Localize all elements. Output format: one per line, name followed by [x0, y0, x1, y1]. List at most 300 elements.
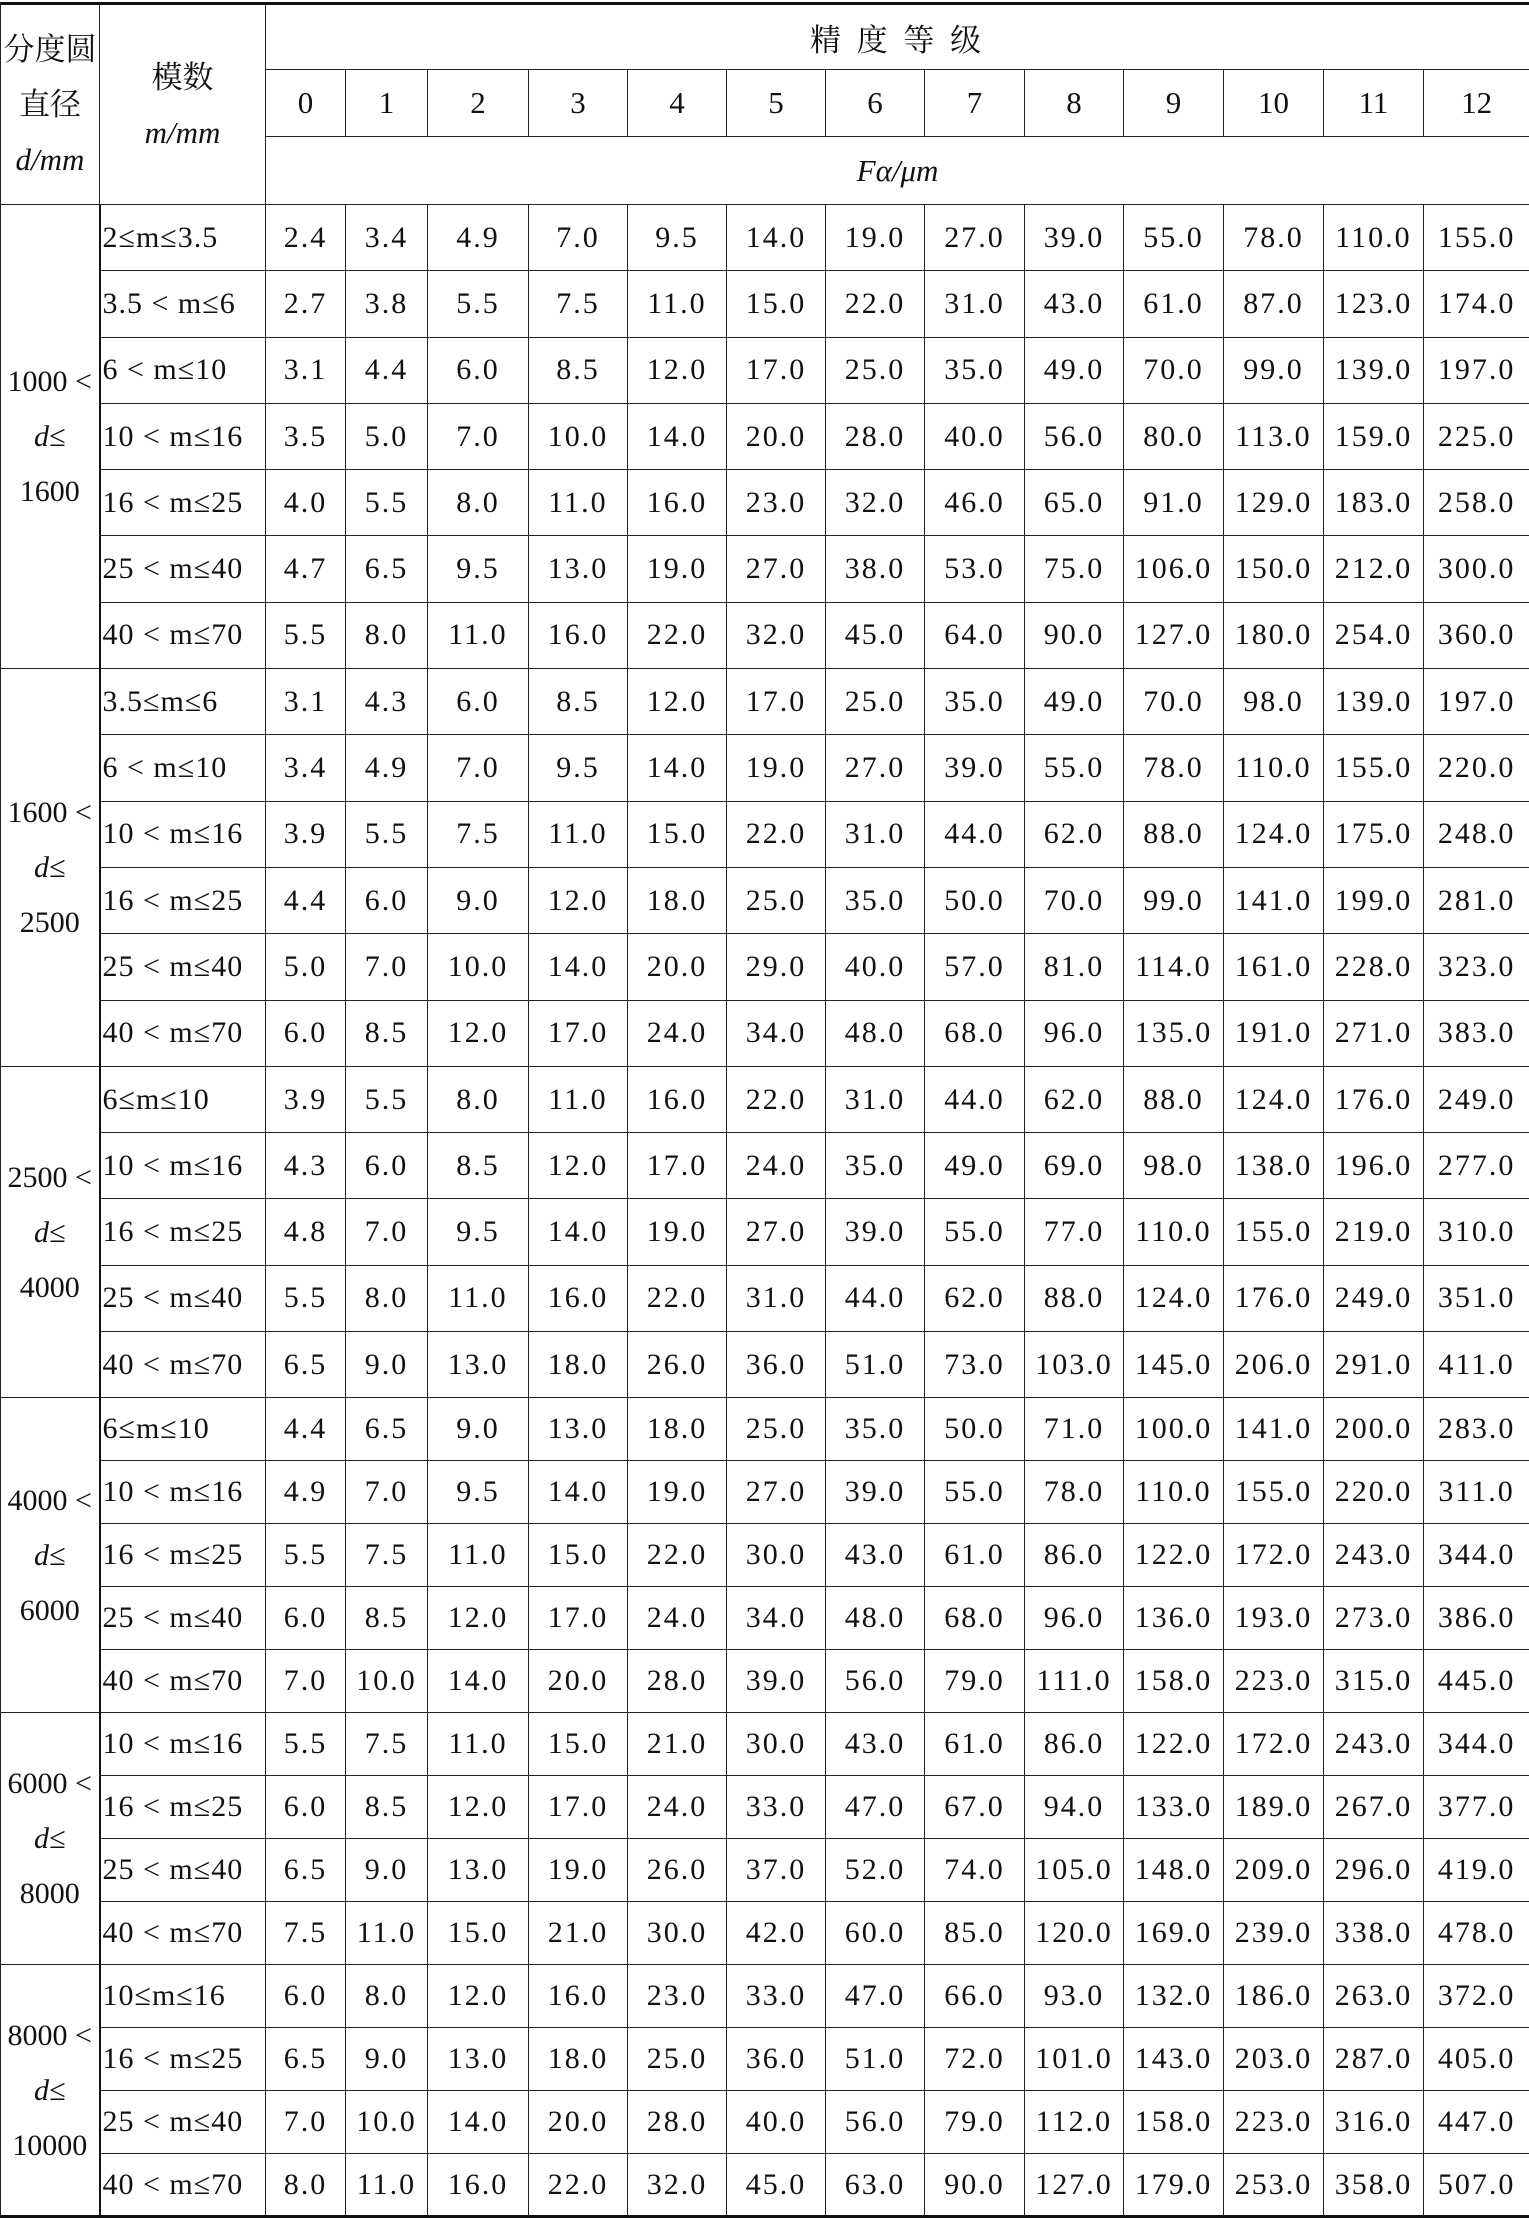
tolerance-value: 106.0	[1124, 536, 1224, 602]
tolerance-value: 6.0	[266, 1776, 346, 1839]
tolerance-value: 203.0	[1224, 2028, 1324, 2091]
tolerance-value: 15.0	[727, 271, 826, 337]
tolerance-value: 15.0	[529, 1524, 628, 1587]
tolerance-value: 338.0	[1324, 1902, 1424, 1965]
tolerance-value: 40.0	[826, 934, 925, 1000]
tolerance-value: 31.0	[727, 1265, 826, 1331]
tolerance-value: 150.0	[1224, 536, 1324, 602]
tolerance-value: 283.0	[1424, 1398, 1529, 1461]
tolerance-value: 158.0	[1124, 2091, 1224, 2154]
tolerance-value: 143.0	[1124, 2028, 1224, 2091]
tolerance-value: 87.0	[1224, 271, 1324, 337]
tolerance-value: 120.0	[1025, 1902, 1124, 1965]
tolerance-value: 30.0	[628, 1902, 727, 1965]
tolerance-value: 77.0	[1025, 1199, 1124, 1265]
diameter-range-line: d≤	[1, 1528, 99, 1583]
tolerance-value: 127.0	[1124, 602, 1224, 668]
tolerance-value: 5.5	[266, 1524, 346, 1587]
tolerance-value: 223.0	[1224, 1650, 1324, 1713]
tolerance-value: 93.0	[1025, 1965, 1124, 2028]
tolerance-value: 20.0	[727, 403, 826, 469]
tolerance-value: 14.0	[428, 2091, 529, 2154]
tolerance-value: 16.0	[628, 1066, 727, 1132]
tolerance-value: 20.0	[529, 2091, 628, 2154]
tolerance-value: 12.0	[428, 1776, 529, 1839]
tolerance-value: 29.0	[727, 934, 826, 1000]
tolerance-value: 53.0	[925, 536, 1025, 602]
table-row	[1, 2154, 1529, 2217]
tolerance-value: 25.0	[826, 669, 925, 735]
tolerance-value: 44.0	[826, 1265, 925, 1331]
module-range: 25 < m≤40	[100, 2091, 266, 2154]
tolerance-value: 4.3	[266, 1133, 346, 1199]
tolerance-value: 8.5	[346, 1587, 428, 1650]
tolerance-value: 12.0	[529, 867, 628, 933]
tolerance-value: 32.0	[628, 2154, 727, 2217]
tolerance-value: 10.0	[428, 934, 529, 1000]
tolerance-value: 86.0	[1025, 1524, 1124, 1587]
tolerance-value: 7.0	[346, 1199, 428, 1265]
tolerance-value: 249.0	[1424, 1066, 1529, 1132]
grade-header-12: 12	[1424, 70, 1529, 137]
tolerance-value: 243.0	[1324, 1713, 1424, 1776]
tolerance-value: 12.0	[529, 1133, 628, 1199]
diameter-header-line: 直径	[1, 77, 99, 132]
tolerance-value: 110.0	[1224, 735, 1324, 801]
tolerance-value: 6.5	[266, 1332, 346, 1398]
tolerance-value: 11.0	[428, 602, 529, 668]
tolerance-value: 209.0	[1224, 1839, 1324, 1902]
tolerance-value: 79.0	[925, 2091, 1025, 2154]
module-range: 40 < m≤70	[100, 1650, 266, 1713]
tolerance-value: 5.5	[346, 470, 428, 536]
tolerance-value: 14.0	[727, 205, 826, 271]
tolerance-value: 62.0	[1025, 801, 1124, 867]
diameter-range-line: 4000	[1, 1260, 99, 1315]
tolerance-value: 9.0	[428, 867, 529, 933]
tolerance-value: 186.0	[1224, 1965, 1324, 2028]
table-row	[1, 867, 1529, 933]
tolerance-value: 386.0	[1424, 1587, 1529, 1650]
tolerance-value: 9.5	[628, 205, 727, 271]
tolerance-value: 55.0	[925, 1461, 1025, 1524]
tolerance-value: 189.0	[1224, 1776, 1324, 1839]
tolerance-value: 110.0	[1124, 1199, 1224, 1265]
tolerance-value: 447.0	[1424, 2091, 1529, 2154]
tolerance-value: 197.0	[1424, 337, 1529, 403]
tolerance-value: 17.0	[727, 669, 826, 735]
table-row	[1, 536, 1529, 602]
tolerance-value: 196.0	[1324, 1133, 1424, 1199]
tolerance-value: 360.0	[1424, 602, 1529, 668]
tolerance-value: 6.5	[266, 1839, 346, 1902]
module-range: 25 < m≤40	[100, 934, 266, 1000]
tolerance-value: 48.0	[826, 1000, 925, 1066]
tolerance-value: 12.0	[628, 669, 727, 735]
diameter-range	[1, 1713, 100, 1965]
tolerance-value: 223.0	[1224, 2091, 1324, 2154]
tolerance-value: 57.0	[925, 934, 1025, 1000]
tolerance-value: 6.5	[346, 1398, 428, 1461]
table-row	[1, 1776, 1529, 1839]
tolerance-value: 12.0	[428, 1587, 529, 1650]
tolerance-value: 75.0	[1025, 536, 1124, 602]
table-row	[1, 1000, 1529, 1066]
tolerance-value: 20.0	[628, 934, 727, 1000]
tolerance-value: 11.0	[529, 1066, 628, 1132]
grade-header-2: 2	[428, 70, 529, 137]
tolerance-value: 7.5	[346, 1713, 428, 1776]
tolerance-value: 127.0	[1025, 2154, 1124, 2217]
module-range: 16 < m≤25	[100, 867, 266, 933]
module-range: 25 < m≤40	[100, 536, 266, 602]
tolerance-value: 31.0	[925, 271, 1025, 337]
tolerance-value: 25.0	[727, 1398, 826, 1461]
module-range: 10 < m≤16	[100, 1713, 266, 1776]
tolerance-value: 291.0	[1324, 1332, 1424, 1398]
tolerance-value: 88.0	[1025, 1265, 1124, 1331]
tolerance-value: 91.0	[1124, 470, 1224, 536]
tolerance-value: 139.0	[1324, 669, 1424, 735]
tolerance-value: 25.0	[628, 2028, 727, 2091]
tolerance-value: 13.0	[428, 1332, 529, 1398]
tolerance-value: 8.5	[346, 1000, 428, 1066]
diameter-range-line: d≤	[1, 2063, 99, 2118]
tolerance-value: 43.0	[826, 1713, 925, 1776]
table-row	[1, 1199, 1529, 1265]
module-range: 3.5 < m≤6	[100, 271, 266, 337]
tolerance-value: 277.0	[1424, 1133, 1529, 1199]
tolerance-value: 15.0	[529, 1713, 628, 1776]
tolerance-value: 16.0	[529, 602, 628, 668]
tolerance-value: 114.0	[1124, 934, 1224, 1000]
tolerance-value: 28.0	[826, 403, 925, 469]
tolerance-value: 311.0	[1424, 1461, 1529, 1524]
tolerance-value: 7.5	[428, 801, 529, 867]
tolerance-value: 139.0	[1324, 337, 1424, 403]
tolerance-value: 44.0	[925, 801, 1025, 867]
tolerance-value: 12.0	[628, 337, 727, 403]
tolerance-value: 33.0	[727, 1776, 826, 1839]
tolerance-value: 7.0	[266, 2091, 346, 2154]
tolerance-value: 14.0	[529, 1199, 628, 1265]
tolerance-value: 26.0	[628, 1839, 727, 1902]
tolerance-value: 110.0	[1324, 205, 1424, 271]
module-range: 6≤m≤10	[100, 1398, 266, 1461]
tolerance-value: 71.0	[1025, 1398, 1124, 1461]
tolerance-value: 49.0	[1025, 337, 1124, 403]
tolerance-value: 19.0	[628, 1199, 727, 1265]
tolerance-value: 35.0	[925, 669, 1025, 735]
tolerance-value: 64.0	[925, 602, 1025, 668]
tolerance-value: 13.0	[529, 1398, 628, 1461]
tolerance-value: 254.0	[1324, 602, 1424, 668]
tolerance-value: 6.0	[266, 1587, 346, 1650]
tolerance-value: 138.0	[1224, 1133, 1324, 1199]
diameter-range-line: 2500 <	[1, 1150, 99, 1205]
table-row	[1, 1265, 1529, 1331]
tolerance-value: 8.5	[529, 337, 628, 403]
tolerance-value: 5.0	[346, 403, 428, 469]
tolerance-value: 7.5	[346, 1524, 428, 1587]
tolerance-value: 206.0	[1224, 1332, 1324, 1398]
tolerance-value: 4.9	[346, 735, 428, 801]
tolerance-value: 172.0	[1224, 1713, 1324, 1776]
tolerance-value: 5.5	[346, 801, 428, 867]
table-row	[1, 1839, 1529, 1902]
tolerance-value: 199.0	[1324, 867, 1424, 933]
table-row	[1, 1965, 1529, 2028]
tolerance-value: 243.0	[1324, 1524, 1424, 1587]
grade-header-1: 1	[346, 70, 428, 137]
tolerance-value: 122.0	[1124, 1524, 1224, 1587]
tolerance-value: 24.0	[628, 1776, 727, 1839]
tolerance-value: 155.0	[1224, 1461, 1324, 1524]
table-row	[1, 1332, 1529, 1398]
tolerance-value: 24.0	[727, 1133, 826, 1199]
tolerance-value: 5.5	[266, 602, 346, 668]
tolerance-value: 19.0	[727, 735, 826, 801]
tolerance-value: 141.0	[1224, 867, 1324, 933]
tolerance-value: 70.0	[1025, 867, 1124, 933]
tolerance-value: 88.0	[1124, 801, 1224, 867]
tolerance-value: 47.0	[826, 1965, 925, 2028]
tolerance-value: 316.0	[1324, 2091, 1424, 2154]
tolerance-value: 33.0	[727, 1965, 826, 2028]
tolerance-value: 10.0	[346, 1650, 428, 1713]
tolerance-value: 16.0	[628, 470, 727, 536]
tolerance-value: 3.9	[266, 1066, 346, 1132]
tolerance-value: 358.0	[1324, 2154, 1424, 2217]
table-row	[1, 1398, 1529, 1461]
tolerance-value: 175.0	[1324, 801, 1424, 867]
tolerance-value: 14.0	[529, 1461, 628, 1524]
tolerance-value: 110.0	[1124, 1461, 1224, 1524]
tolerance-value: 13.0	[529, 536, 628, 602]
diameter-range-line: 8000 <	[1, 2008, 99, 2063]
tolerance-value: 159.0	[1324, 403, 1424, 469]
diameter-range	[1, 1066, 100, 1397]
tolerance-value: 200.0	[1324, 1398, 1424, 1461]
tolerance-value: 12.0	[428, 1000, 529, 1066]
tolerance-value: 267.0	[1324, 1776, 1424, 1839]
tolerance-value: 52.0	[826, 1839, 925, 1902]
tolerance-value: 40.0	[925, 403, 1025, 469]
tolerance-value: 7.0	[428, 403, 529, 469]
tolerance-value: 3.4	[346, 205, 428, 271]
tolerance-value: 44.0	[925, 1066, 1025, 1132]
grade-header-8: 8	[1025, 70, 1124, 137]
module-range: 10 < m≤16	[100, 1133, 266, 1199]
diameter-header-unit: d/mm	[1, 132, 99, 187]
tolerance-value: 6.0	[266, 1000, 346, 1066]
tolerance-value: 30.0	[727, 1524, 826, 1587]
tolerance-value: 124.0	[1124, 1265, 1224, 1331]
tolerance-value: 15.0	[628, 801, 727, 867]
tolerance-value: 6.5	[346, 536, 428, 602]
tolerance-value: 42.0	[727, 1902, 826, 1965]
diameter-range-line: 2500	[1, 895, 99, 950]
tolerance-value: 39.0	[925, 735, 1025, 801]
diameter-range-line: 6000	[1, 1583, 99, 1638]
tolerance-value: 253.0	[1224, 2154, 1324, 2217]
module-range: 16 < m≤25	[100, 2028, 266, 2091]
tolerance-value: 4.4	[346, 337, 428, 403]
tolerance-value: 73.0	[925, 1332, 1025, 1398]
tolerance-value: 9.5	[529, 735, 628, 801]
tolerance-value: 31.0	[826, 1066, 925, 1132]
tolerance-value: 70.0	[1124, 337, 1224, 403]
tolerance-value: 21.0	[529, 1902, 628, 1965]
tolerance-value: 8.0	[346, 1265, 428, 1331]
tolerance-value: 22.0	[727, 1066, 826, 1132]
tolerance-value: 7.0	[529, 205, 628, 271]
tolerance-value: 38.0	[826, 536, 925, 602]
diameter-range-line: 1000 <	[1, 354, 99, 409]
tolerance-value: 296.0	[1324, 1839, 1424, 1902]
tolerance-value: 19.0	[826, 205, 925, 271]
tolerance-value: 50.0	[925, 1398, 1025, 1461]
tolerance-value: 56.0	[826, 2091, 925, 2154]
tolerance-value: 8.5	[346, 1776, 428, 1839]
tolerance-value: 32.0	[727, 602, 826, 668]
tolerance-value: 78.0	[1224, 205, 1324, 271]
module-range: 25 < m≤40	[100, 1839, 266, 1902]
tolerance-value: 25.0	[727, 867, 826, 933]
diameter-range-line: 6000 <	[1, 1756, 99, 1811]
diameter-range-line: d≤	[1, 1205, 99, 1260]
tolerance-value: 273.0	[1324, 1587, 1424, 1650]
tolerance-value: 65.0	[1025, 470, 1124, 536]
tolerance-value: 45.0	[727, 2154, 826, 2217]
tolerance-value: 24.0	[628, 1587, 727, 1650]
tolerance-value: 4.9	[266, 1461, 346, 1524]
tolerance-value: 24.0	[628, 1000, 727, 1066]
tolerance-value: 310.0	[1424, 1199, 1529, 1265]
tolerance-value: 135.0	[1124, 1000, 1224, 1066]
tolerance-value: 179.0	[1124, 2154, 1224, 2217]
tolerance-value: 28.0	[628, 1650, 727, 1713]
tolerance-value: 31.0	[826, 801, 925, 867]
tolerance-value: 10.0	[346, 2091, 428, 2154]
table-row	[1, 801, 1529, 867]
tolerance-value: 26.0	[628, 1332, 727, 1398]
tolerance-value: 13.0	[428, 1839, 529, 1902]
tolerance-value: 40.0	[727, 2091, 826, 2154]
module-range: 2≤m≤3.5	[100, 205, 266, 271]
module-range: 40 < m≤70	[100, 1332, 266, 1398]
module-header-line: 模数	[100, 50, 265, 105]
tolerance-value: 6.0	[428, 337, 529, 403]
tolerance-value: 45.0	[826, 602, 925, 668]
tolerance-value: 80.0	[1124, 403, 1224, 469]
module-range: 16 < m≤25	[100, 1524, 266, 1587]
tolerance-value: 69.0	[1025, 1133, 1124, 1199]
tolerance-value: 17.0	[727, 337, 826, 403]
tolerance-value: 62.0	[1025, 1066, 1124, 1132]
tolerance-value: 7.5	[266, 1902, 346, 1965]
tolerance-value: 111.0	[1025, 1650, 1124, 1713]
tolerance-value: 28.0	[628, 2091, 727, 2154]
tolerance-value: 300.0	[1424, 536, 1529, 602]
grade-header-7: 7	[925, 70, 1025, 137]
tolerance-value: 4.0	[266, 470, 346, 536]
diameter-range	[1, 205, 100, 669]
tolerance-value: 99.0	[1224, 337, 1324, 403]
tolerance-value: 3.1	[266, 337, 346, 403]
tolerance-value: 72.0	[925, 2028, 1025, 2091]
tolerance-value: 23.0	[628, 1965, 727, 2028]
tolerance-value: 39.0	[826, 1199, 925, 1265]
diameter-header-line: 分度圆	[1, 22, 99, 77]
tolerance-value: 86.0	[1025, 1713, 1124, 1776]
tolerance-value: 11.0	[346, 1902, 428, 1965]
tolerance-value: 35.0	[826, 1133, 925, 1199]
tolerance-value: 63.0	[826, 2154, 925, 2217]
tolerance-value: 5.5	[428, 271, 529, 337]
tolerance-value: 51.0	[826, 1332, 925, 1398]
tolerance-value: 6.0	[346, 867, 428, 933]
tolerance-value: 8.0	[266, 2154, 346, 2217]
tolerance-value: 22.0	[727, 801, 826, 867]
tolerance-value: 10.0	[529, 403, 628, 469]
tolerance-value: 141.0	[1224, 1398, 1324, 1461]
tolerance-value: 8.0	[346, 602, 428, 668]
diameter-range-line: d≤	[1, 840, 99, 895]
tolerance-value: 27.0	[727, 536, 826, 602]
tolerance-value: 13.0	[428, 2028, 529, 2091]
tolerance-value: 23.0	[727, 470, 826, 536]
table-row	[1, 271, 1529, 337]
tolerance-value: 419.0	[1424, 1839, 1529, 1902]
module-range: 25 < m≤40	[100, 1265, 266, 1331]
table-row	[1, 602, 1529, 668]
tolerance-value: 15.0	[428, 1902, 529, 1965]
tolerance-value: 6.0	[428, 669, 529, 735]
grade-header-10: 10	[1224, 70, 1324, 137]
tolerance-value: 281.0	[1424, 867, 1529, 933]
tolerance-value: 176.0	[1224, 1265, 1324, 1331]
diameter-range-line: 1600	[1, 464, 99, 519]
table-row	[1, 205, 1529, 271]
tolerance-value: 19.0	[628, 1461, 727, 1524]
table-row	[1, 337, 1529, 403]
tolerance-value: 3.8	[346, 271, 428, 337]
tolerance-value: 51.0	[826, 2028, 925, 2091]
tolerance-value: 174.0	[1424, 271, 1529, 337]
tolerance-value: 46.0	[925, 470, 1025, 536]
tolerance-value: 7.5	[529, 271, 628, 337]
tolerance-value: 37.0	[727, 1839, 826, 1902]
table-row	[1, 1902, 1529, 1965]
module-range: 6 < m≤10	[100, 735, 266, 801]
tolerance-value: 180.0	[1224, 602, 1324, 668]
module-range: 16 < m≤25	[100, 470, 266, 536]
tolerance-value: 14.0	[428, 1650, 529, 1713]
tolerance-value: 17.0	[628, 1133, 727, 1199]
tolerance-value: 191.0	[1224, 1000, 1324, 1066]
module-range: 10 < m≤16	[100, 801, 266, 867]
tolerance-value: 7.0	[266, 1650, 346, 1713]
tolerance-value: 315.0	[1324, 1650, 1424, 1713]
tolerance-value: 30.0	[727, 1713, 826, 1776]
tolerance-value: 9.0	[428, 1398, 529, 1461]
tolerance-value: 27.0	[925, 205, 1025, 271]
tolerance-value: 50.0	[925, 867, 1025, 933]
tolerance-value: 74.0	[925, 1839, 1025, 1902]
tolerance-value: 94.0	[1025, 1776, 1124, 1839]
tolerance-value: 101.0	[1025, 2028, 1124, 2091]
